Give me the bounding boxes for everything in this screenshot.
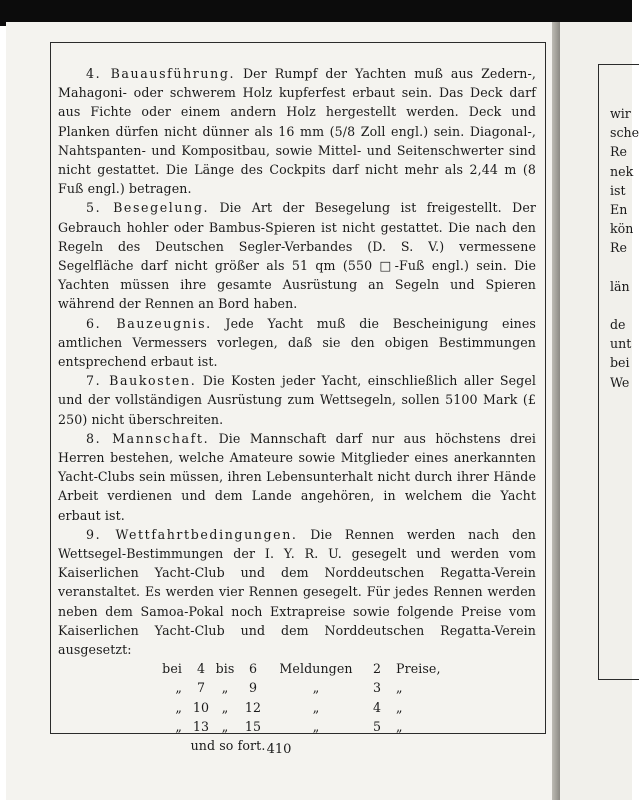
page-body xyxy=(58,64,536,755)
section-8 xyxy=(58,429,536,525)
right-page-line: unt xyxy=(610,336,632,352)
table-cell: „ xyxy=(312,699,320,715)
table-cell: 7 xyxy=(196,680,206,696)
section-7 xyxy=(58,371,536,429)
table-cell: „ xyxy=(312,680,320,696)
table-cell: bis xyxy=(215,661,235,677)
section-heading: 4. Bauausführung. xyxy=(86,66,236,81)
table-cell: „ xyxy=(175,680,182,696)
table-cell: „ xyxy=(175,699,182,715)
right-page-line: We xyxy=(610,374,630,390)
section-text: Die Kosten jeder Yacht, einschließlich aller Segel und der vollständigen Ausrüstung zum Wettsegeln, sollen 5100 Mark (£ 250) nicht überschreiten. xyxy=(58,373,537,427)
prize-row xyxy=(58,717,536,736)
table-cell: „ xyxy=(396,699,403,715)
table-cell: 3 xyxy=(372,680,382,696)
right-page-line: bei xyxy=(610,355,630,371)
section-heading: 5. Besegelung. xyxy=(86,200,210,216)
section-text: Die Rennen werden nach den Wettsegel-Bestimmungen der I. Y. R. U. gesegelt und werden vom Kaiserlichen Yacht-Club und dem Norddeutschen Regatta-Verein veranstaltet. Es werden vier Rennen gesegelt. Für jedes Rennen werden neben dem Samoa-Pokal noch Extrapreise sowie folgende Preise vom Kaiserlichen Yacht-Club und dem Norddeutschen Regatta-Verein ausgesetzt: xyxy=(58,526,536,658)
prize-table xyxy=(58,659,536,755)
table-cell: 13 xyxy=(192,718,210,734)
right-page-line xyxy=(610,258,634,277)
table-cell: Preise, xyxy=(396,661,441,677)
page-number: 410 xyxy=(266,742,292,757)
table-cell: 6 xyxy=(248,661,258,677)
table-cell: „ xyxy=(221,680,229,696)
table-tail: und so fort. xyxy=(190,738,266,754)
right-page-line: ist xyxy=(610,182,626,198)
book-gutter xyxy=(552,22,560,800)
section-9 xyxy=(58,525,536,659)
table-cell: bei xyxy=(162,661,182,677)
right-page-line: En xyxy=(610,201,628,217)
table-cell: Meldungen xyxy=(279,661,353,677)
table-cell: 4 xyxy=(196,661,206,677)
section-heading: 7. Baukosten. xyxy=(86,373,197,389)
table-cell: „ xyxy=(221,718,229,734)
table-cell: 4 xyxy=(372,699,382,715)
right-page-line: Re xyxy=(610,240,627,256)
right-page-line: kön xyxy=(610,221,634,237)
prize-row xyxy=(58,659,536,678)
section-heading: 9. Wettfahrtbedingungen. xyxy=(86,526,298,542)
table-cell: 10 xyxy=(192,699,210,715)
table-cell: 12 xyxy=(244,699,262,715)
right-page-line: wir xyxy=(610,106,631,121)
right-page-line: län xyxy=(610,278,630,294)
section-text: Die Mannschaft darf nur aus höchstens drei Herren bestehen, welche Amateure sowie Mitglieder eines anerkannten Yacht-Clubs sein müssen, ihren Lebensunterhalt nicht durch ihrer Hände Arbeit verdienen und dem Lande angehören, in welchem die Yacht erbaut ist. xyxy=(58,430,537,523)
table-cell: 15 xyxy=(244,718,262,734)
section-5 xyxy=(58,198,536,313)
table-cell: 2 xyxy=(372,661,382,677)
table-cell: 5 xyxy=(372,718,382,734)
section-heading: 8. Mannschaft. xyxy=(86,430,210,446)
table-cell: 9 xyxy=(248,680,258,696)
table-cell: „ xyxy=(396,680,403,696)
section-text: Die Art der Besegelung ist freigestellt. Der Gebrauch hohler oder Bambus-Spieren ist nicht gestattet. Die nach den Regeln des Deutschen Segler-Verbandes (D. S. V.) vermessene Segelfläche darf nicht größer als 51 qm (550 □-Fuß engl.) sein. Die Yachten müssen ihre gesamte Ausrüstung an Segeln und Spieren während der Rennen an Bord haben. xyxy=(58,200,537,312)
section-heading: 6. Bauzeugnis. xyxy=(86,315,212,331)
section-6 xyxy=(58,314,536,372)
section-text: Der Rumpf der Yachten muß aus Zedern-, Mahagoni- oder schwerem Holz kupferfest erbaut sein. Das Deck darf aus Fichte oder einem andern Holz hergestellt werden. Deck und Planken dürfen nicht dünner als 16 mm (5/8 Zoll engl.) sein. Diagonal-, Nahtspanten- und Kompositbau, sowie Mittel- und Seitenschwerter sind nicht gestattet. Die Länge des Cockpits darf nicht mehr als 2,44 m (8 Fuß engl.) betragen. xyxy=(58,66,536,197)
table-cell: „ xyxy=(175,718,182,734)
right-page-line xyxy=(610,296,634,315)
section-text: Jede Yacht muß die Bescheinigung eines amtlichen Vermessers vorlegen, daß sie den obigen Bestimmungen entsprechend erbaut ist. xyxy=(58,315,536,370)
right-page-line: nek xyxy=(610,163,634,179)
right-page-line: de xyxy=(610,317,626,333)
table-cell: „ xyxy=(221,699,229,715)
table-cell: „ xyxy=(312,718,320,734)
table-cell: „ xyxy=(396,718,403,734)
section-4 xyxy=(58,64,536,198)
prize-row xyxy=(58,698,536,717)
right-page-text xyxy=(610,104,639,392)
right-page-line: Re xyxy=(610,144,627,160)
prize-row xyxy=(58,678,536,697)
right-page-line: sche xyxy=(610,125,639,141)
